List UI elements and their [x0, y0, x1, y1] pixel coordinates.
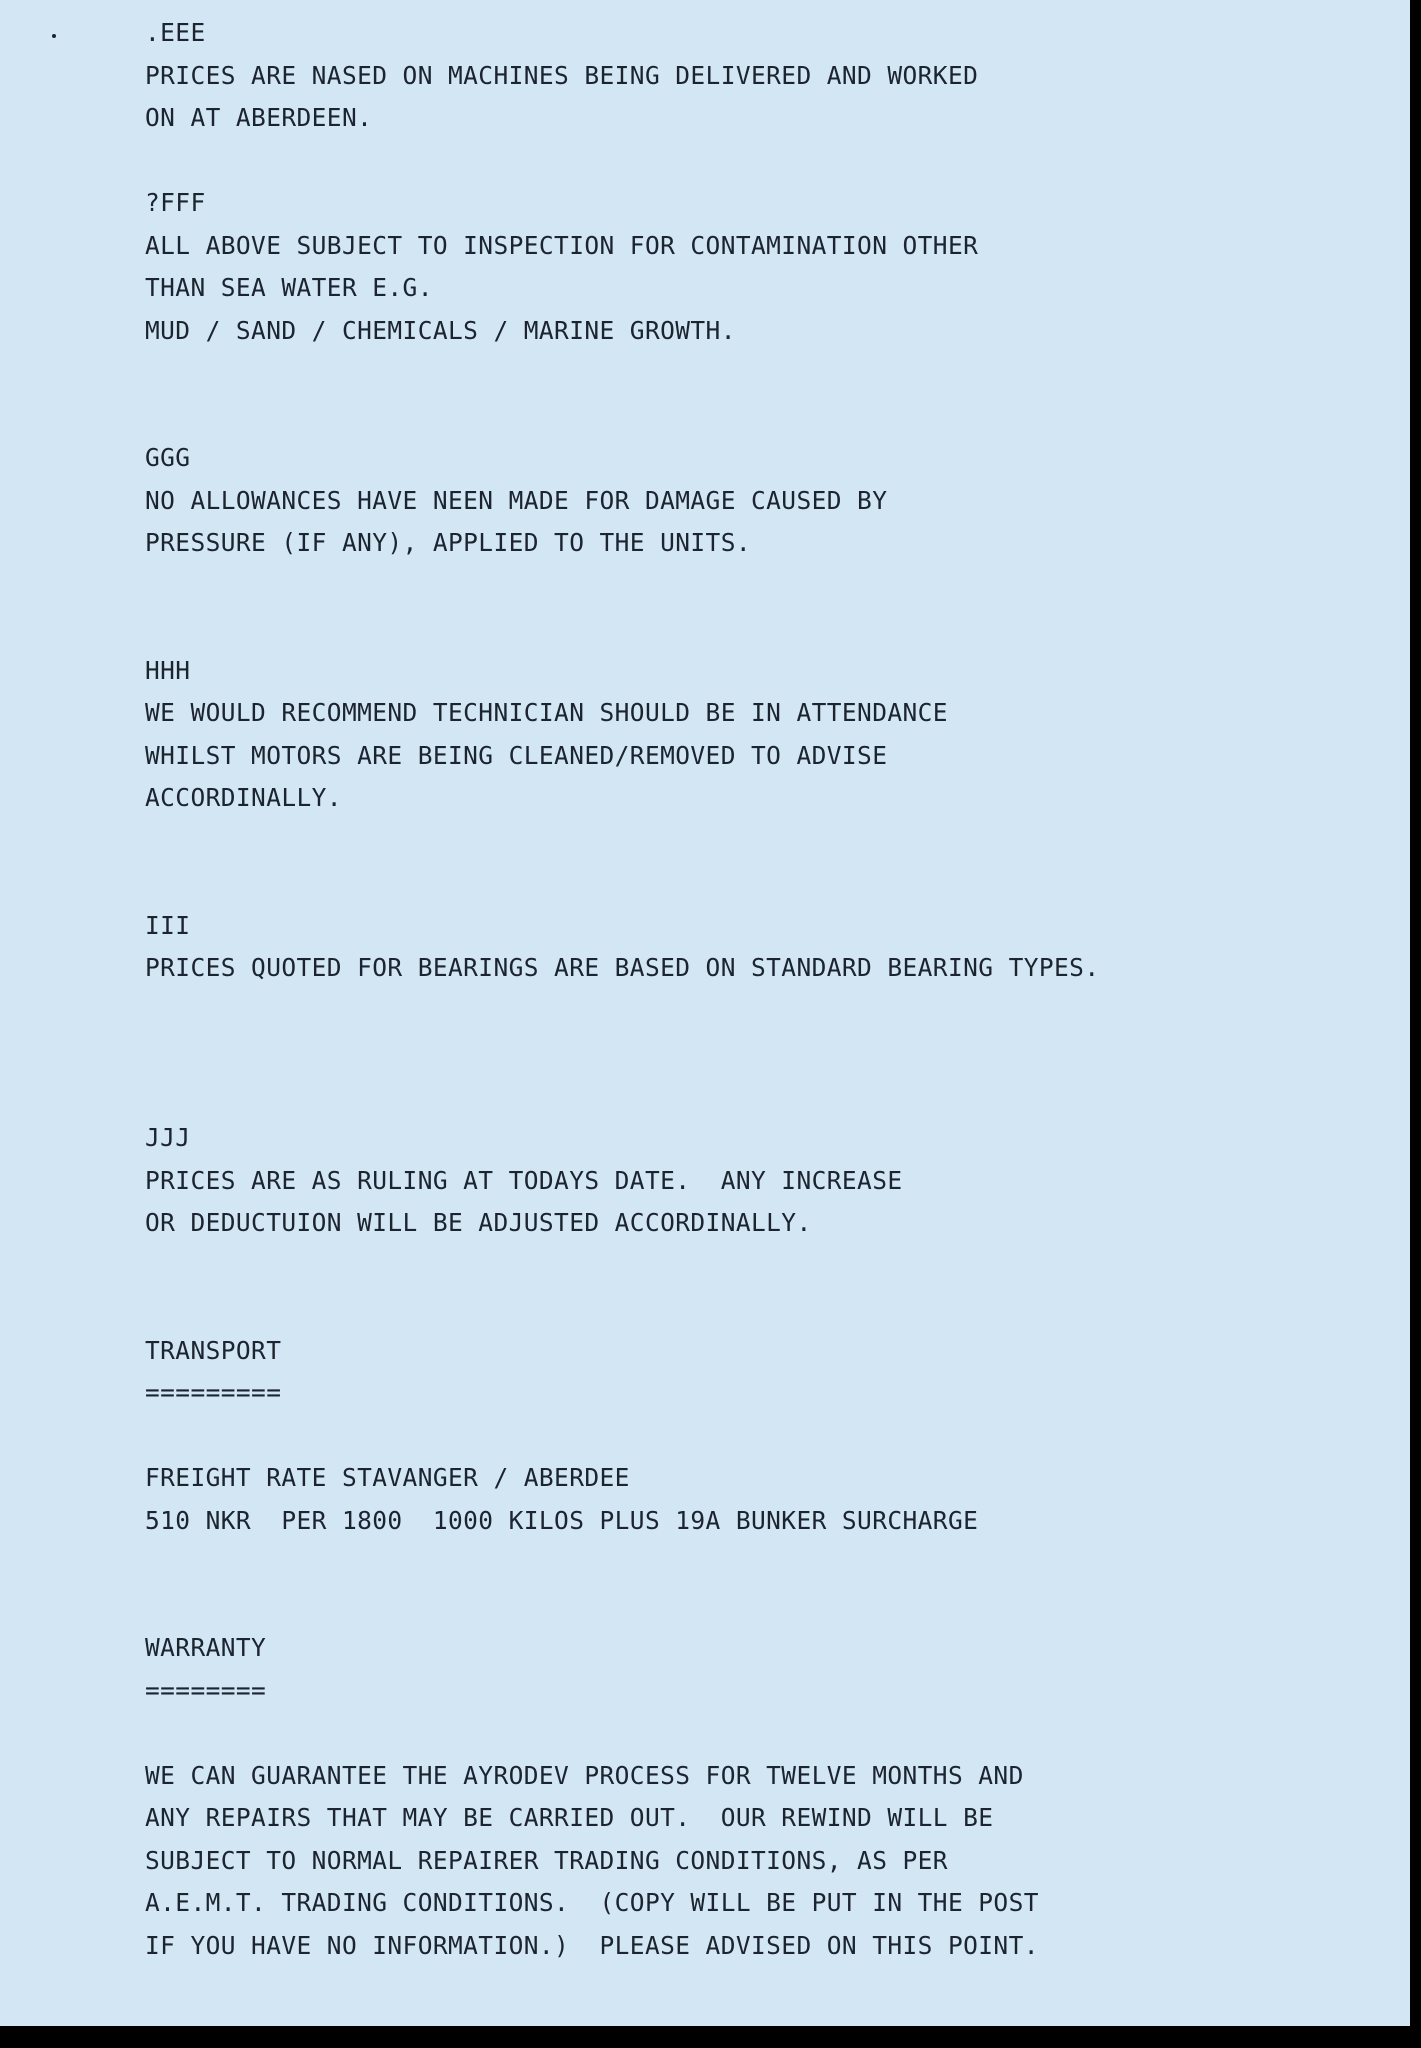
document-body: .EEE PRICES ARE NASED ON MACHINES BEING DELIVERED AND WORKED ON AT ABERDEEN. ?FFF ALL ABOVE SUBJECT TO INSPECTION FOR CONTAMINATION OTHER THAN SEA WATER E.G. MUD / SAND / CHEMICALS / MARINE GROWTH. GGG NO ALLOWANCES HAVE NEEN MADE FOR DAMAGE CAUSED BY PRESSURE (IF ANY), APPLIED TO THE UNITS. HHH WE WOULD RECOMMEND TECHNICIAN SHOULD BE IN ATTENDANCE WHILST MOTORS ARE BEING CLEANED/REMOVED TO ADVISE ACCORDINALLY. III PRICES QUOTED FOR BEARINGS ARE BASED ON STANDARD BEARING TYPES. JJJ PRICES ARE AS RULING AT TODAYS DATE. ANY INCREASE OR DEDUCTUION WILL BE ADJUSTED ACCORDINALLY. TRANSPORT ========= FREIGHT RATE STAVANGER / ABERDEE 510 NKR PER 1800 1000 KILOS PLUS 19A BUNKER SURCHARGE WARRANTY ======== WE CAN GUARANTEE THE AYRODEV PROCESS FOR TWELVE MONTHS AND ANY REPAIRS THAT MAY BE CARRIED OUT. OUR REWIND WILL BE SUBJECT TO NORMAL REPAIRER TRADING CONDITIONS, AS PER A.E.M.T. TRADING CONDITIONS. (COPY WILL BE PUT IN THE POST IF YOU HAVE NO INFORMATION.) PLEASE ADVISED ON THIS POINT.: [145, 18, 1100, 1960]
stray-mark: [52, 34, 56, 38]
